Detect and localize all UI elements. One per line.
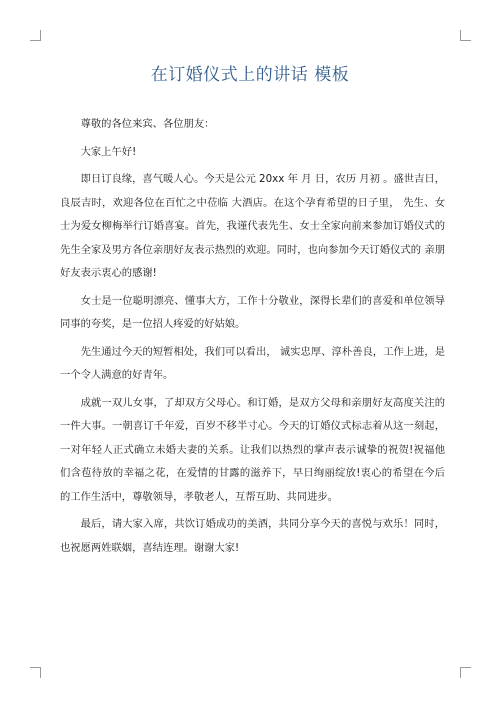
body-paragraph: 成就一双儿女事，了却双方父母心。和订婚，是双方父母和亲朋好友高度关注的一件大事。一朝喜订千年爱，百岁不移半寸心。今天的订婚仪式标志着从这一刻起，一对年轻人正式确立未婚夫妻的关系。让我们以热烈的掌声表示诚挚的祝贺!祝福他们含苞待放的幸福之花，在爱情的甘露的滋养下，早日绚丽绽放!衷心的希望在今后的工作生活中，尊敬领导，孝敬老人，互帮互助、共同进步。 xyxy=(60,396,445,503)
body-paragraph: 女士是一位聪明漂亮、懂事大方，工作十分敬业，深得长辈们的喜爱和单位领导同事的夸奖，是一位招人疼爱的好姑娘。 xyxy=(60,294,445,330)
greeting-paragraph: 大家上午好! xyxy=(80,145,137,158)
salutation-paragraph: 尊敬的各位来宾、各位朋友： xyxy=(80,118,215,130)
closing-paragraph: 最后，请大家入席，共饮订婚成功的美酒，共同分享今天的喜悦与欢乐！同时，也祝愿两姓联姻，喜结连理。谢谢大家! xyxy=(60,518,445,554)
body-paragraph: 即日订良缘，喜气暖人心。今天是公元 20xx 年 月 日，农历 月初 。盛世吉日，良辰吉时，欢迎各位在百忙之中莅临 大酒店。在这个孕育希望的日子里， 先生、女士为爱女柳梅举行订婚喜宴。首先，我谨代表先生、女士全家向前来参加订婚仪式的先生全家及男方各位亲朋好友表示热烈的欢迎。同时，也向参加今天订婚仪式的 亲朋好友表示衷心的感谢! xyxy=(60,173,445,279)
crop-mark-bottom-right xyxy=(460,667,471,678)
body-paragraph: 先生通过今天的短暂相处，我们可以看出， 诚实忠厚、淳朴善良，工作上进，是一个令人满意的好青年。 xyxy=(60,345,445,381)
document-title: 在订婚仪式上的讲话 模板 xyxy=(150,65,350,85)
crop-mark-top-right xyxy=(460,30,471,41)
document-body xyxy=(60,113,445,564)
crop-mark-top-left xyxy=(30,30,41,41)
crop-mark-bottom-left xyxy=(30,667,41,678)
